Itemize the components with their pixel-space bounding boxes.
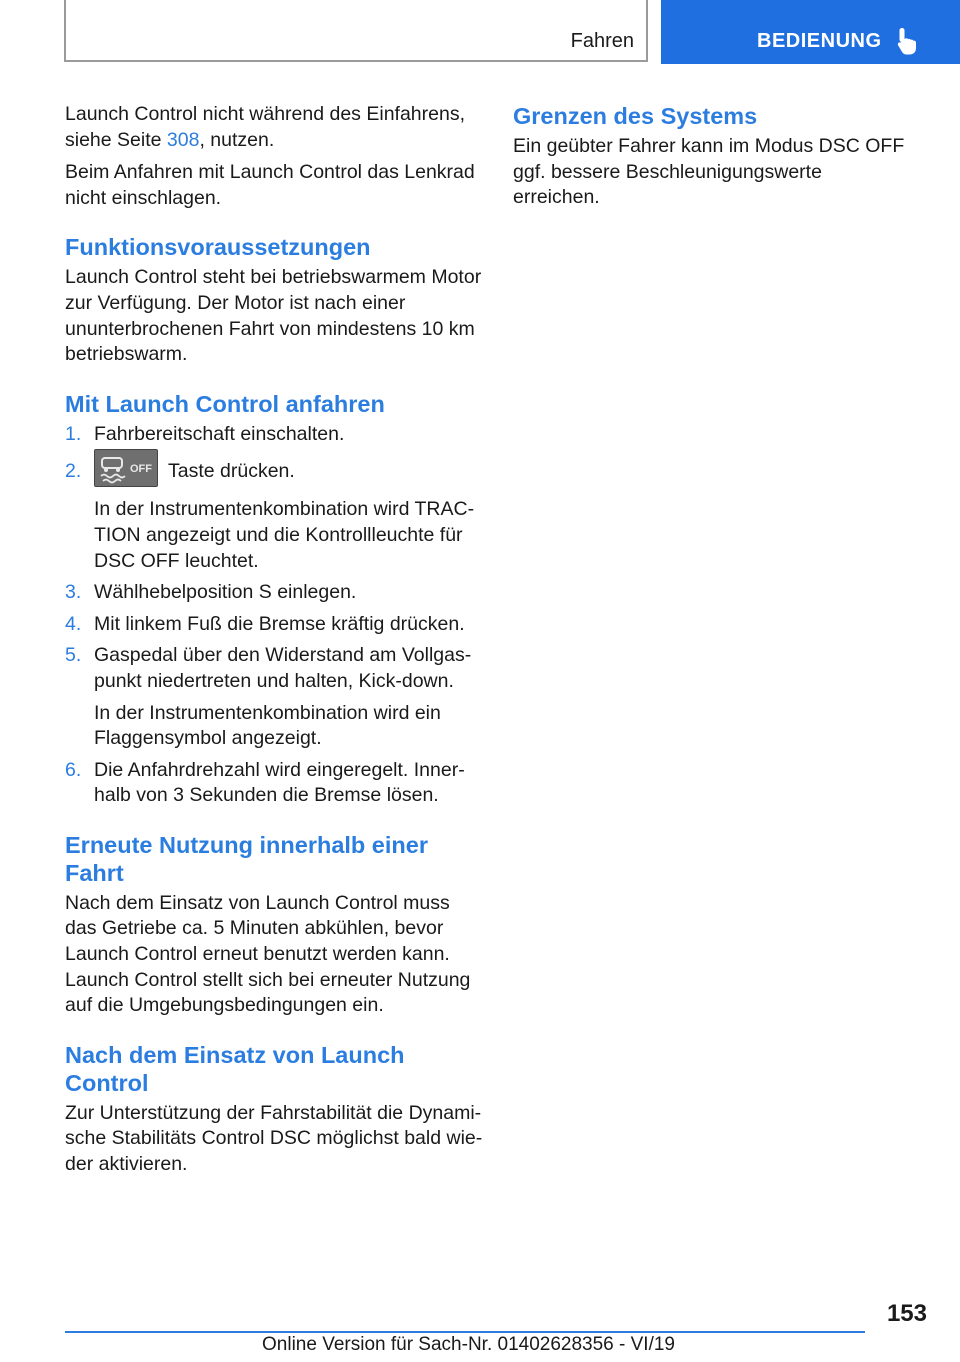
list-item: 2. OFF Taste drücken. In der Instrumentenkombination wird TRACTION angezeigt und die Kontrollleuchte für DSC OFF leuchtet.	[65, 453, 483, 574]
section-heading: Nach dem Einsatz von Launch Control	[65, 1041, 405, 1096]
footer-version-text: Online Version für Sach-Nr. 01402628356 - VI/19	[262, 1334, 675, 1355]
intro-paragraph-1: Launch Control nicht während des Einfahrens, siehe Seite 308, nutzen.	[65, 103, 465, 151]
page-header	[0, 0, 960, 66]
steps-list	[65, 422, 483, 809]
list-item: 1. Fahrbereitschaft einschalten.	[65, 422, 345, 445]
list-item: 5. Gaspedal über den Widerstand am Vollgaspunkt niedertreten und halten, Kick-down. In der Instrumentenkombination wird ein Flaggensymbol angezeigt.	[65, 644, 472, 750]
hand-pointing-icon	[895, 26, 921, 56]
svg-text:OFF: OFF	[130, 463, 152, 476]
section-heading: Mit Launch Control anfahren	[65, 390, 385, 417]
dsc-off-button-icon	[94, 449, 158, 487]
section-text: Zur Unterstützung der Fahrstabilität die Dynamische Stabilitäts Control DSC möglichst bald wieder aktivieren.	[65, 1101, 483, 1176]
section-heading: Grenzen des Systems	[513, 103, 758, 129]
list-item: 3. Wählhebelposition S einlegen.	[65, 581, 357, 604]
section-nach-dem-einsatz	[65, 1041, 483, 1178]
right-column	[513, 102, 913, 218]
section-funktionsvoraussetzungen	[65, 233, 483, 367]
section-text: Launch Control steht bei betriebswarmem Motor zur Verfügung. Der Motor ist nach einer ununterbrochenen Fahrt von mindestens 10 km betriebswarm.	[65, 266, 482, 366]
section-tab-label: BEDIENUNG	[757, 30, 882, 52]
list-item: 4. Mit linkem Fuß die Bremse kräftig drücken.	[65, 612, 465, 635]
intro-paragraph-2: Beim Anfahren mit Launch Control das Lenkrad nicht einschlagen.	[65, 161, 475, 209]
section-heading: Funktionsvoraussetzungen	[65, 234, 371, 261]
page-reference-link[interactable]: 308	[166, 128, 200, 151]
section-tab[interactable]	[661, 0, 960, 64]
chapter-tab-label: Fahren	[570, 30, 634, 52]
section-text: Ein geübter Fahrer kann im Modus DSC OFF ggf. bessere Beschleunigungswerte erreichen.	[513, 135, 905, 209]
section-heading: Erneute Nutzung innerhalb einer Fahrt	[65, 831, 428, 886]
section-erneute-nutzung	[65, 831, 483, 1019]
left-column	[65, 102, 483, 1185]
chapter-tab[interactable]	[64, 0, 648, 62]
section-launch-control-anfahren	[65, 390, 483, 809]
list-item: 6. Die Anfahrdrehzahl wird eingeregelt. Innerhalb von 3 Sekunden die Bremse lösen.	[65, 758, 465, 807]
page-number: 153	[886, 1300, 927, 1327]
section-text: Nach dem Einsatz von Launch Control muss das Getriebe ca. 5 Minuten abkühlen, bevor Launch Control erneut benutzt werden kann. Launch Control stellt sich bei erneuter Nutzung auf die Umgebungsbedingungen ein.	[65, 891, 471, 1017]
footer-divider	[65, 1331, 865, 1333]
